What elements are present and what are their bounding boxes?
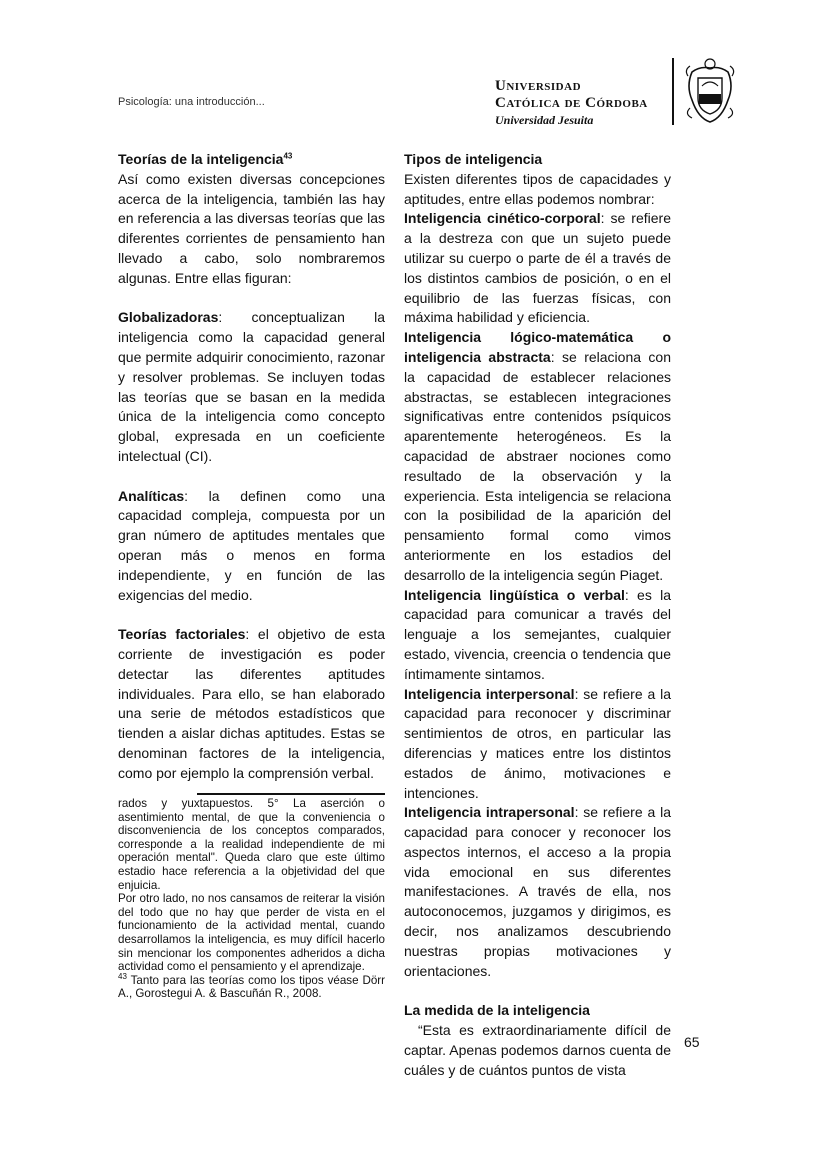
section-heading: Tipos de inteligencia [404,151,543,167]
term: Inteligencia intrapersonal [404,804,575,821]
term: Teorías factoriales [118,626,246,643]
footnote-43 [118,971,385,1001]
type-paragraph [404,685,671,804]
definition: : conceptualizan la inteligencia como la capacidad general que permite adquirir conocimiento, razonar y resolver problemas. Se incluyen todas las teorías que se basan en la medida única de la inteligencia como concepto global, expresada en un coeficiente intelectual (CI). [118,309,385,464]
footnote-ref: 43 [283,151,293,161]
left-column [118,150,385,784]
term: Inteligencia lógico-matemática o inteligencia abstracta [404,329,671,365]
definition: : se relaciona con la capacidad de establecer relaciones abstractas, se establecen integraciones significativas entre contenidos psíquicos aparentemente heterogéneos. Es la capacidad de abstraer nociones como resultado de la observación y la experiencia. Esta inteligencia se relaciona con la posibilidad de la aparición del pensamiento formal como vimos anteriormente en los estadios del desarrollo de la inteligencia según Piaget. [404,348,672,583]
page-number: 65 [684,1034,700,1050]
term: Inteligencia lingüística o verbal [404,586,625,603]
university-logo-text [495,78,648,128]
intro-paragraph: Así como existen diversas concepciones acerca de la inteligencia, también las hay en referencia a las diversas teorías que las diferentes corrientes de pensamiento han llevado a cabo, solo nombraremos algunas. Entre ellas figuran: [118,170,385,286]
paragraph-globalizadoras [118,308,385,466]
university-seal-icon [682,56,738,126]
section-heading-2: La medida de la inteligencia [404,1002,590,1019]
definition: : el objetivo de esta corriente de investigación es poder detectar las diferentes aptitudes individuales. Para ello, se han elaborado una serie de métodos estadísticos que tienden a aislar dichas aptitudes. Estas se denominan factores de la inteligencia, como por ejemplo la comprensión verbal. [118,626,385,781]
type-paragraph [404,586,671,685]
definition: : es la capacidad para comunicar a través del lenguaje a los semejantes, cualquier estado, vivencia, creencia o tendencia que íntimamente sintamos. [404,586,671,682]
term: Analíticas [118,487,185,504]
term: Inteligencia interpersonal [404,685,575,702]
definition: : se refiere a la capacidad para reconocer y discriminar sentimientos de otros, en particular las diferencias y matices entre los distintos estados de ánimo, motivaciones e intenciones. [404,685,671,801]
quote-paragraph: “Esta es extraordinariamente difícil de captar. Apenas podemos darnos cuenta de cuáles y de cuántos puntos de vista [404,1022,671,1078]
footnote-continued: rados y yuxtapuestos. 5° La aserción o asentimiento mental, de que la conveniencia o disconveniencia de los conceptos comparados, corresponde a la realidad independiente de mi operación mental". Queda claro que este último estadio hace referencia a la objetividad del que enjuicia. [118,797,385,892]
brand-line-1: Universidad [495,78,582,94]
footnote-paragraph: Por otro lado, no nos cansamos de reiterar la visión del todo que no hay que perder de vista en el funcionamiento de la actividad mental, cuando desarrollamos la inteligencia, es muy difícil hacerlo sin mencionar los componentes adheridos a dicha actividad como el pensamiento y el aprendizaje. [118,892,385,974]
type-paragraph [404,803,671,981]
type-paragraph [404,328,671,585]
footnote-rule [197,793,385,795]
term: Globalizadoras [118,309,219,326]
section-heading [118,150,385,170]
right-column [404,150,671,1080]
heading-text: Teorías de la inteligencia [118,151,284,167]
paragraph-analiticas [118,487,385,606]
term: Inteligencia cinético-corporal [404,210,601,227]
header-divider [672,58,674,125]
running-title: Psicología: una introducción... [118,96,265,108]
intro-paragraph: Existen diferentes tipos de capacidades y aptitudes, entre ellas podemos nombrar: [404,170,671,207]
footnote-text: Tanto para las teorías como los tipos véase Dörr A., Gorostegui A. & Bascuñán R., 2008. [118,973,385,1001]
definition: : se refiere a la destreza con que un sujeto puede utilizar su cuerpo o parte de él a través de los distintos cambios de posición, o en el equilibrio de las fuerzas físicas, con máxima habilidad y eficiencia. [404,210,671,326]
brand-line-2: Católica de Córdoba [495,95,648,111]
type-paragraph [404,209,671,328]
paragraph-factoriales [118,625,385,783]
footnotes [118,797,385,1001]
definition: : la definen como una capacidad compleja, compuesta por un gran número de aptitudes mentales que operan más o menos en forma independiente, y en función de las exigencias del medio. [118,487,385,603]
footnote-number: 43 [118,971,127,981]
brand-line-3: Universidad Jesuita [495,113,594,127]
definition: : se refiere a la capacidad para conocer y reconocer los aspectos internos, el acceso a la propia vida emocional en sus diferentes manifestaciones. A través de ella, nos autoconocemos, juzgamos y dirigimos, es decir, nos analizamos descubriendo nuestras propias motivaciones y orientaciones. [404,804,671,979]
